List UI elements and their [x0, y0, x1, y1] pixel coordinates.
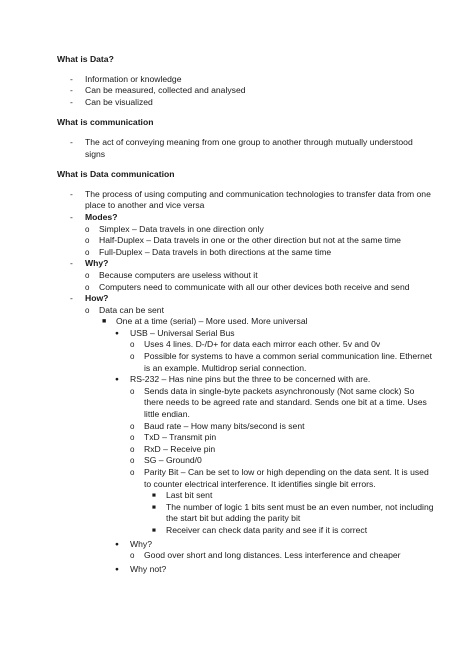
list-item: o Data can be sent: [85, 304, 164, 315]
list-item: - Information or knowledge: [70, 73, 182, 84]
dot-bullet-icon: ●: [115, 329, 119, 337]
dot-bullet-icon: ●: [115, 540, 119, 548]
circle-bullet-icon: o: [130, 433, 135, 443]
dash-marker: -: [70, 85, 73, 96]
square-bullet-icon: ■: [152, 492, 156, 500]
circle-bullet-icon: o: [130, 456, 135, 466]
square-bullet-icon: ■: [152, 503, 156, 511]
dot-bullet-icon: ●: [115, 376, 119, 384]
list-item: o Simplex – Data travels in one direction only: [85, 223, 264, 234]
list-item: ■ One at a time (serial) – More used. More universal: [102, 316, 308, 327]
dash-marker: -: [70, 188, 73, 199]
list-item: ● Why not?: [115, 563, 167, 574]
circle-bullet-icon: o: [130, 421, 135, 431]
list-item: o Full-Duplex – Data travels in both directions at the same time: [85, 246, 332, 257]
list-item: o Because computers are useless without it: [85, 269, 258, 280]
circle-bullet-icon: o: [130, 551, 135, 561]
list-item: o Computers need to communicate with all our other devices both receive and send: [85, 281, 410, 292]
dash-marker: -: [70, 258, 73, 269]
list-item: ● USB – Universal Serial Bus: [115, 327, 235, 338]
list-item: - Modes?: [70, 211, 118, 222]
circle-bullet-icon: o: [85, 236, 90, 246]
dot-bullet-icon: ●: [115, 565, 119, 573]
list-item: ● Why?: [115, 538, 152, 549]
circle-bullet-icon: o: [130, 444, 135, 454]
list-item: o Half-Duplex – Data travels in one or the other direction but not at the same time: [85, 235, 401, 246]
circle-bullet-icon: o: [85, 282, 90, 292]
square-bullet-icon: ■: [102, 318, 107, 326]
circle-bullet-icon: o: [85, 247, 90, 257]
circle-bullet-icon: o: [85, 305, 90, 315]
list-item: ■ Last bit sent: [152, 490, 213, 501]
list-item: ● RS-232 – Has nine pins but the three to be concerned with are.: [115, 374, 371, 385]
circle-bullet-icon: o: [130, 386, 135, 396]
square-bullet-icon: ■: [152, 526, 156, 534]
list-item: - The act of conveying meaning from one group to another through mutually understood signs: [70, 136, 413, 159]
list-item: o Possible for systems to have a common serial communication line. Ethernet is an example. Multidrop serial connection.: [130, 351, 433, 373]
list-item: o SG – Ground/0: [130, 455, 202, 466]
dash-marker: -: [70, 211, 73, 222]
list-item: o Good over short and long distances. Less interference and cheaper: [130, 550, 401, 561]
dash-marker: -: [70, 96, 73, 107]
dash-marker: -: [70, 293, 73, 304]
list-item: o Sends data in single-byte packets asynchronously (Not same clock) So there needs to be agreed rate and standard. Sends one bit at a time. Uses little endian.: [130, 385, 427, 420]
section-what-is-communication: [57, 117, 434, 160]
list-item: o Uses 4 lines. D-/D+ for data each mirror each other. 5v and 0v: [130, 339, 381, 350]
list-item: o Parity Bit – Can be set to low or high depending on the data sent. It is used to counter electrical interference. It identifies single bit errors.: [130, 467, 429, 489]
list-item: ■ The number of logic 1 bits sent must be an even number, not including the start bit but adding the parity bit: [152, 501, 434, 524]
circle-bullet-icon: o: [130, 352, 135, 362]
circle-bullet-icon: o: [130, 468, 135, 477]
heading-what-is-data: What is Data?: [57, 54, 114, 64]
list-item: - Why?: [70, 258, 109, 269]
list-item: - Can be measured, collected and analysed: [70, 85, 246, 96]
list-item: o Baud rate – How many bits/second is sent: [130, 420, 305, 431]
circle-bullet-icon: o: [85, 270, 90, 280]
heading-what-is-data-communication: What is Data communication: [57, 169, 175, 180]
list-item: - The process of using computing and communication technologies to transfer data from one place to another and vice versa: [70, 188, 431, 211]
list-item: o TxD – Transmit pin: [130, 432, 217, 443]
circle-bullet-icon: o: [85, 224, 90, 234]
list-item: ■ Receiver can check data parity and see if it is correct: [152, 524, 368, 535]
heading-what-is-communication: What is communication: [57, 117, 154, 128]
list-item: - Can be visualized: [70, 96, 153, 107]
dash-marker: -: [70, 73, 73, 84]
section-what-is-data-communication: [57, 169, 434, 575]
dash-marker: -: [70, 136, 73, 147]
circle-bullet-icon: o: [130, 340, 135, 350]
section-what-is-data: [57, 54, 434, 108]
list-item: o RxD – Receive pin: [130, 443, 216, 454]
list-item: - How?: [70, 293, 109, 304]
